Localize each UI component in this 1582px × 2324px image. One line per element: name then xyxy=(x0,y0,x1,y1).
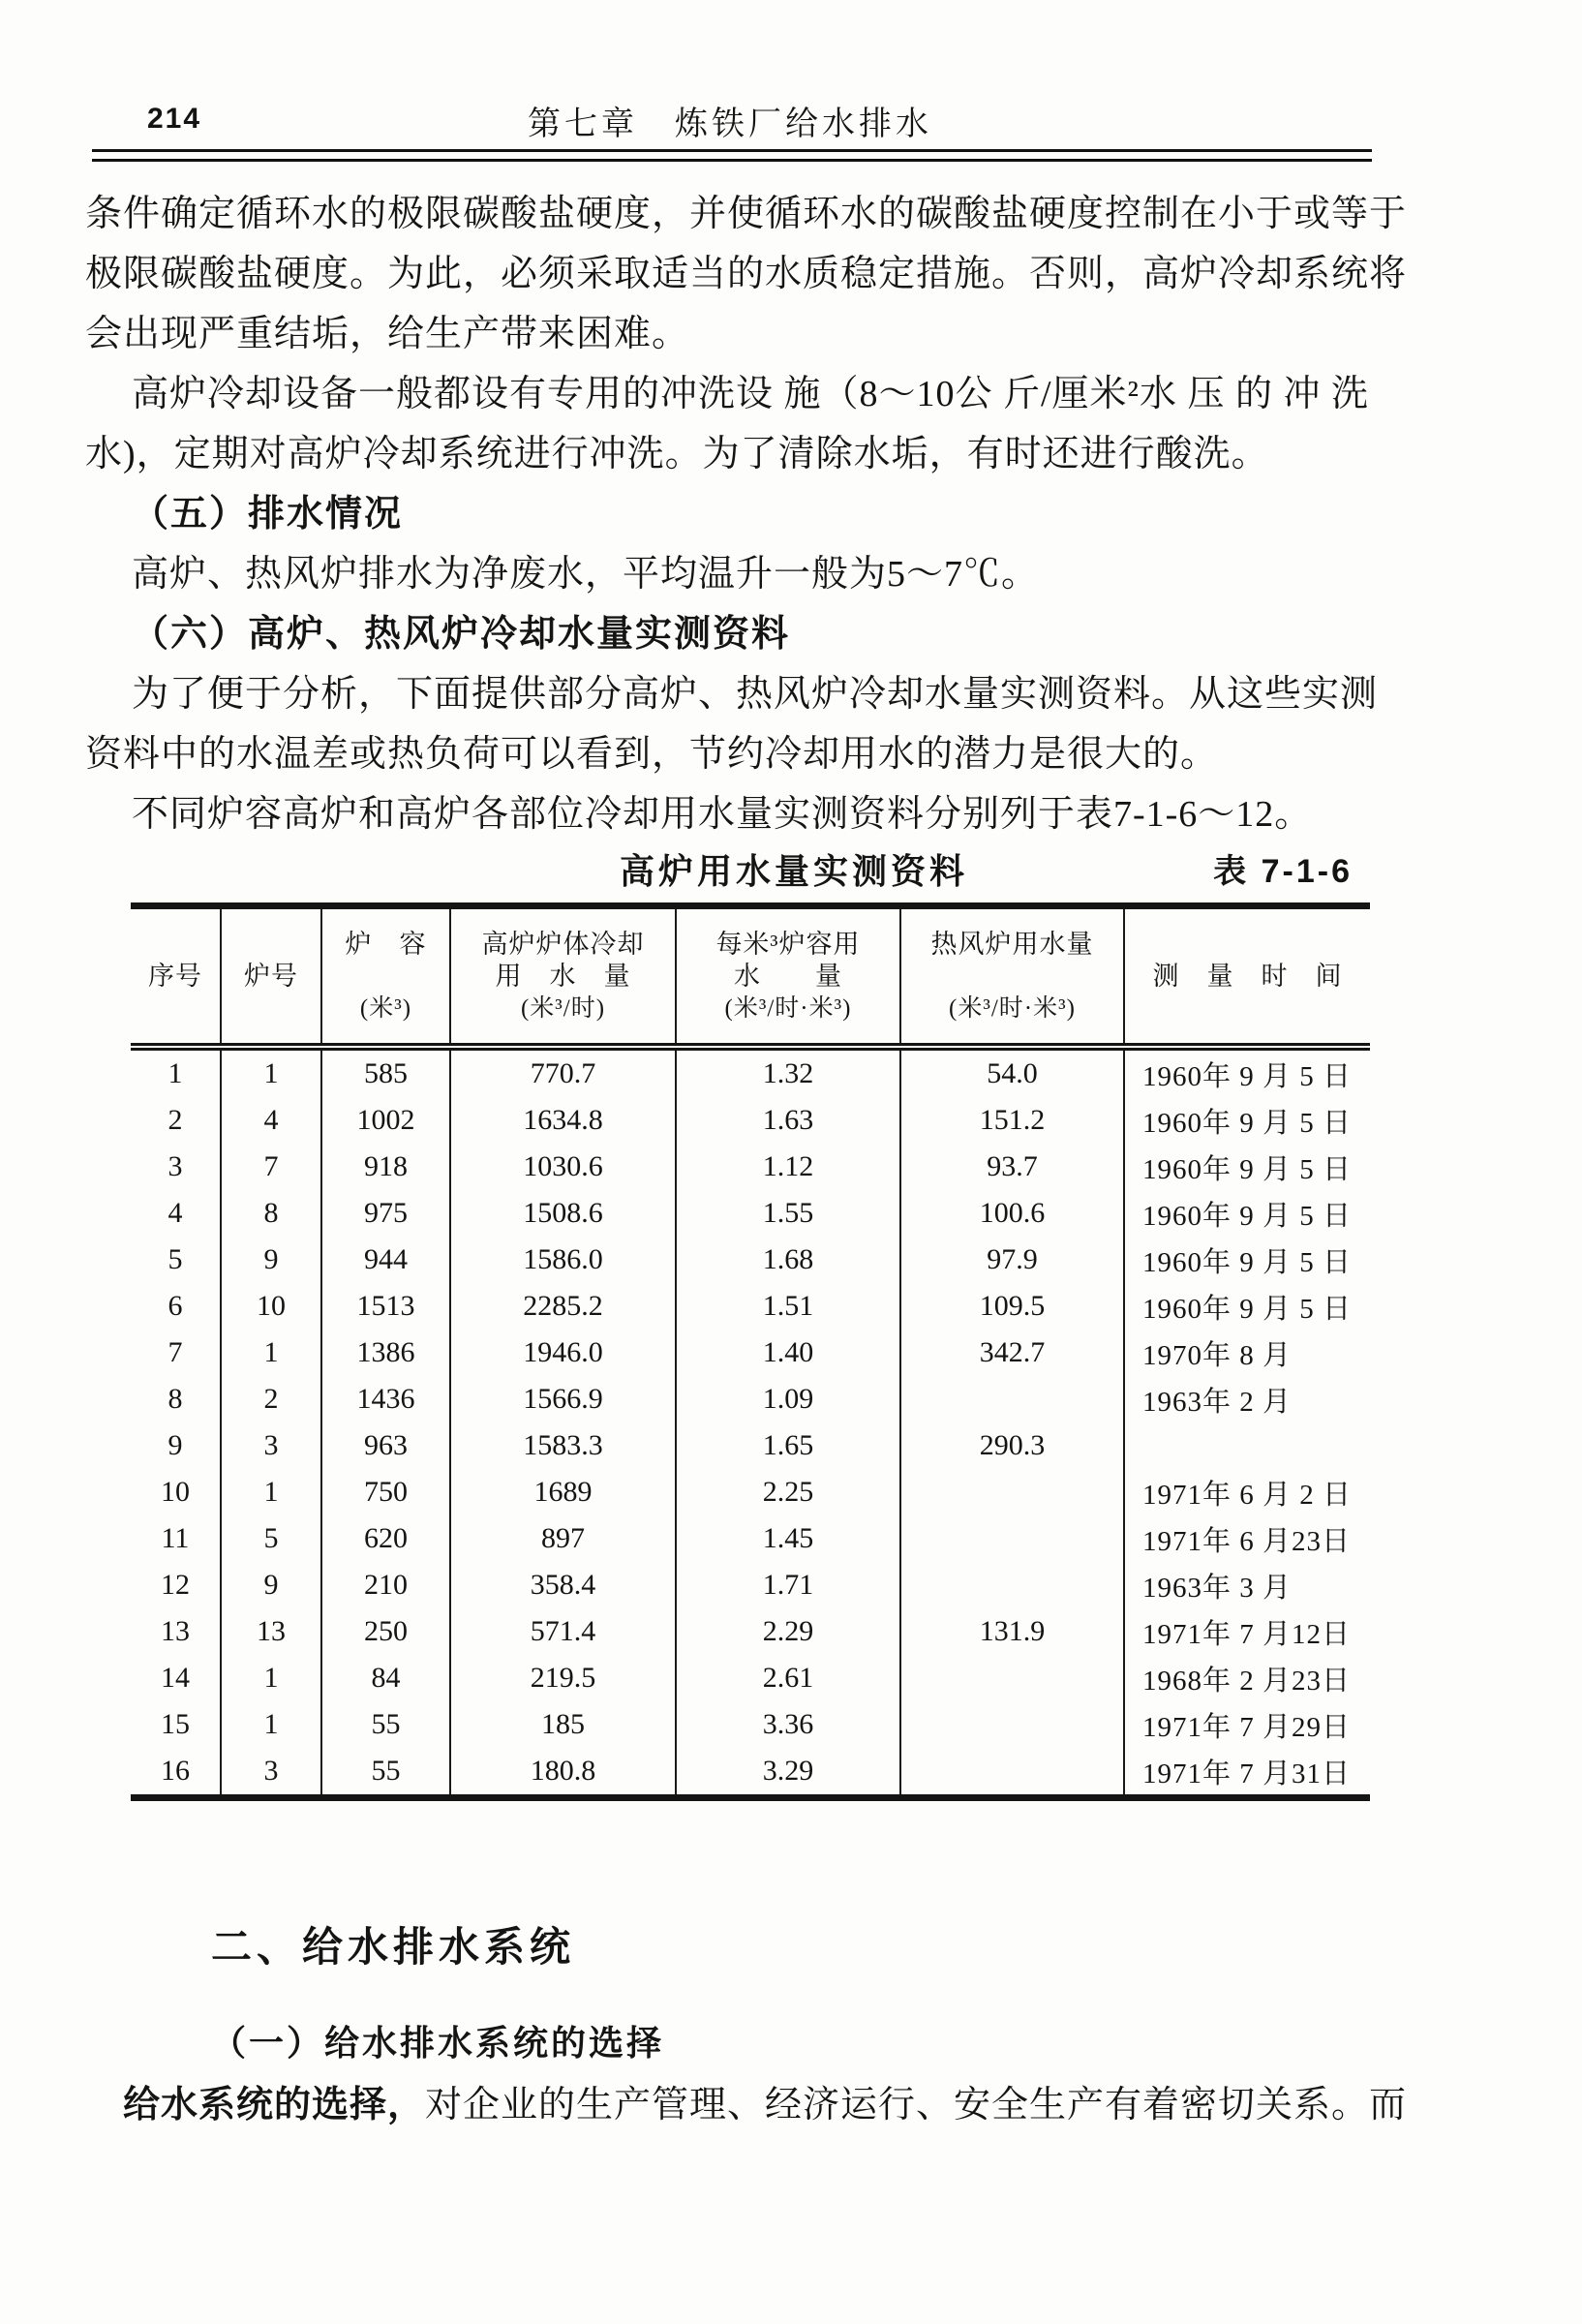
table-cell: 10 xyxy=(221,1283,321,1330)
table-cell: 944 xyxy=(321,1237,450,1283)
table-cell: 358.4 xyxy=(450,1562,676,1608)
table-cell: 1.71 xyxy=(676,1562,900,1608)
page-number: 214 xyxy=(147,103,202,135)
table-cell: 770.7 xyxy=(450,1047,676,1097)
subsection-heading: （一）给水排水系统的选择 xyxy=(211,2023,665,2063)
table-header-line: 序号 xyxy=(148,961,202,991)
text-line: 会出现严重结垢，给生产带来困难。 xyxy=(85,314,690,354)
table-cell: 1.12 xyxy=(676,1144,900,1190)
table-cell: 9 xyxy=(221,1237,321,1283)
table-cell: 2.61 xyxy=(676,1655,900,1701)
table-header-row xyxy=(131,906,1370,1048)
table-cell xyxy=(900,1655,1124,1701)
table-cell: 897 xyxy=(450,1515,676,1562)
table-cell: 1030.6 xyxy=(450,1144,676,1190)
table-row xyxy=(131,1097,1370,1144)
table-cell: 54.0 xyxy=(900,1047,1124,1097)
table-row xyxy=(131,1330,1370,1376)
table-cell: 14 xyxy=(161,1662,190,1694)
text-line: 高炉、热风炉排水为净废水，平均温升一般为5～7℃。 xyxy=(132,554,1040,595)
table-cell: 8 xyxy=(167,1383,183,1415)
table-cell: 1.09 xyxy=(676,1376,900,1422)
table-cell: 100.6 xyxy=(900,1190,1124,1237)
table-cell: 1689 xyxy=(450,1469,676,1515)
table-row xyxy=(131,1422,1370,1469)
table-cell: 750 xyxy=(321,1469,450,1515)
chapter-header: 第七章 炼铁厂给水排水 xyxy=(528,107,932,142)
table-cell: 918 xyxy=(321,1144,450,1190)
table-header-line: 测 量 时 间 xyxy=(1152,961,1343,991)
table-header-line: (米³) xyxy=(359,994,412,1022)
table-cell: 620 xyxy=(321,1515,450,1562)
table-cell: 1.40 xyxy=(676,1330,900,1376)
table-row xyxy=(131,1144,1370,1190)
table-cell: 1960年 9 月 5 日 xyxy=(1124,1097,1370,1144)
table-cell: 11 xyxy=(161,1522,190,1554)
water-usage-table xyxy=(131,902,1370,1801)
text-line: 条件确定循环水的极限碳酸盐硬度，并使循环水的碳酸盐硬度控制在小于或等于 xyxy=(85,194,1408,234)
table-cell: 1 xyxy=(221,1330,321,1376)
table-header-line: 水 量 xyxy=(734,961,842,991)
section-heading: 二、给水排水系统 xyxy=(211,1924,576,1970)
table-cell: 84 xyxy=(321,1655,450,1701)
table-cell: 1.32 xyxy=(676,1047,900,1097)
table-cell: 97.9 xyxy=(900,1237,1124,1283)
table-cell: 9 xyxy=(167,1429,183,1461)
table-cell: 15 xyxy=(161,1708,190,1740)
table-cell xyxy=(900,1562,1124,1608)
table-cell: 1 xyxy=(221,1655,321,1701)
table-row xyxy=(131,1190,1370,1237)
table-cell: 7 xyxy=(167,1336,183,1368)
table-row xyxy=(131,1283,1370,1330)
table-cell: 1586.0 xyxy=(450,1237,676,1283)
table-cell: 4 xyxy=(221,1097,321,1144)
table-cell: 3 xyxy=(221,1748,321,1798)
closing-lead-text: 给水系统的选择， xyxy=(123,2085,426,2125)
table-cell: 10 xyxy=(161,1476,190,1508)
text-line: （五）排水情况 xyxy=(132,494,404,535)
table-cell: 1 xyxy=(167,1057,183,1089)
text-line: 极限碳酸盐硬度。为此，必须采取适当的水质稳定措施。否则，高炉冷却系统将 xyxy=(85,254,1408,294)
table-header-line: (米³/时) xyxy=(520,994,606,1022)
closing-rest-text: 对企业的生产管理、经济运行、安全生产有着密切关系。而 xyxy=(425,2085,1408,2125)
table-cell: 1 xyxy=(221,1701,321,1748)
table-cell: 1583.3 xyxy=(450,1422,676,1469)
table-cell: 342.7 xyxy=(900,1330,1124,1376)
table-row xyxy=(131,1562,1370,1608)
table-header-cell xyxy=(450,906,676,1048)
text-line: 资料中的水温差或热负荷可以看到，节约冷却用水的潜力是很大的。 xyxy=(85,734,1219,775)
table-row xyxy=(131,1047,1370,1097)
table-cell: 1971年 7 月29日 xyxy=(1124,1701,1370,1748)
closing-paragraph xyxy=(85,2080,1408,2130)
page-header xyxy=(85,97,1375,143)
table-header-line: 炉号 xyxy=(244,961,298,991)
table-cell: 2 xyxy=(167,1104,183,1136)
table-cell: 1960年 9 月 5 日 xyxy=(1124,1047,1370,1097)
table-cell xyxy=(900,1376,1124,1422)
table-cell: 55 xyxy=(321,1701,450,1748)
table-cell: 2 xyxy=(221,1376,321,1422)
text-line: （六）高炉、热风炉冷却水量实测资料 xyxy=(132,614,791,655)
table-cell: 5 xyxy=(221,1515,321,1562)
table-header-line: 每米³炉容用 xyxy=(715,929,861,959)
table-cell: 975 xyxy=(321,1190,450,1237)
table-cell: 571.4 xyxy=(450,1608,676,1655)
table-cell: 1513 xyxy=(321,1283,450,1330)
table-title: 高炉用水量实测资料 xyxy=(619,851,969,891)
table-number-label: 表 7-1-6 xyxy=(1213,853,1353,890)
table-header-line: 炉 容 xyxy=(345,929,427,959)
table-cell: 1946.0 xyxy=(450,1330,676,1376)
text-line: 水)，定期对高炉冷却系统进行冲洗。为了清除水垢，有时还进行酸洗。 xyxy=(85,434,1269,474)
table-cell: 1971年 7 月12日 xyxy=(1124,1608,1370,1655)
table-row xyxy=(131,1748,1370,1798)
table-cell: 1970年 8 月 xyxy=(1124,1330,1370,1376)
text-line: 为了便于分析，下面提供部分高炉、热风炉冷却水量实测资料。从这些实测 xyxy=(132,674,1379,715)
table-cell: 2.29 xyxy=(676,1608,900,1655)
table-cell: 1.55 xyxy=(676,1190,900,1237)
body-text-block xyxy=(85,184,1408,844)
table-cell: 1002 xyxy=(321,1097,450,1144)
table-cell: 1960年 9 月 5 日 xyxy=(1124,1283,1370,1330)
table-cell: 4 xyxy=(167,1197,183,1229)
table-cell: 3 xyxy=(167,1150,183,1182)
table-header-line: 用 水 量 xyxy=(495,961,631,991)
table-cell: 1.63 xyxy=(676,1097,900,1144)
table-cell: 1 xyxy=(221,1469,321,1515)
table-cell: 131.9 xyxy=(900,1608,1124,1655)
table-cell: 180.8 xyxy=(450,1748,676,1798)
table-cell: 963 xyxy=(321,1422,450,1469)
table-cell: 13 xyxy=(221,1608,321,1655)
table-cell: 1566.9 xyxy=(450,1376,676,1422)
table-cell: 185 xyxy=(450,1701,676,1748)
table-cell: 585 xyxy=(321,1047,450,1097)
text-line: 高炉冷却设备一般都设有专用的冲洗设 施（8～10公 斤/厘米²水 压 的 冲 洗 xyxy=(132,374,1369,414)
table-cell: 290.3 xyxy=(900,1422,1124,1469)
table-cell: 3.29 xyxy=(676,1748,900,1798)
table-header-cell xyxy=(1124,906,1370,1048)
table-row xyxy=(131,1701,1370,1748)
table-cell: 55 xyxy=(321,1748,450,1798)
table-row xyxy=(131,1376,1370,1422)
table-cell: 250 xyxy=(321,1608,450,1655)
table-header-line: 热风炉用水量 xyxy=(930,929,1094,959)
table-row xyxy=(131,1515,1370,1562)
table-cell: 1971年 6 月 2 日 xyxy=(1124,1469,1370,1515)
text-line: 不同炉容高炉和高炉各部位冷却用水量实测资料分别列于表7-1-6～12。 xyxy=(132,794,1313,835)
table-cell: 9 xyxy=(221,1562,321,1608)
table-cell: 1508.6 xyxy=(450,1190,676,1237)
table-caption-row xyxy=(131,844,1370,893)
table-header-cell xyxy=(321,906,450,1048)
table-header-cell xyxy=(131,906,221,1048)
table-row xyxy=(131,1608,1370,1655)
table-cell: 2285.2 xyxy=(450,1283,676,1330)
table-cell: 151.2 xyxy=(900,1097,1124,1144)
table-cell: 1.65 xyxy=(676,1422,900,1469)
table-cell: 5 xyxy=(167,1243,183,1275)
table-cell: 219.5 xyxy=(450,1655,676,1701)
table-row xyxy=(131,1655,1370,1701)
table-cell: 1963年 2 月 xyxy=(1124,1376,1370,1422)
table-cell: 16 xyxy=(161,1755,190,1787)
table-cell: 1386 xyxy=(321,1330,450,1376)
table-cell xyxy=(900,1701,1124,1748)
table-cell: 8 xyxy=(221,1190,321,1237)
table-cell: 2.25 xyxy=(676,1469,900,1515)
table-cell: 1963年 3 月 xyxy=(1124,1562,1370,1608)
table-cell: 1.45 xyxy=(676,1515,900,1562)
table-header-cell xyxy=(221,906,321,1048)
table-header-line: 高炉炉体冷却 xyxy=(481,929,645,959)
table-cell: 1960年 9 月 5 日 xyxy=(1124,1144,1370,1190)
table-cell: 7 xyxy=(221,1144,321,1190)
table-header-line: (米³/时·米³) xyxy=(949,994,1076,1022)
header-rule xyxy=(92,149,1372,162)
table-cell xyxy=(1124,1422,1370,1469)
table-header-cell xyxy=(676,906,900,1048)
table-cell: 13 xyxy=(161,1615,190,1647)
table-cell: 1.68 xyxy=(676,1237,900,1283)
table-cell: 6 xyxy=(167,1290,183,1322)
table-cell: 1971年 6 月23日 xyxy=(1124,1515,1370,1562)
table-cell xyxy=(900,1515,1124,1562)
table-cell: 1971年 7 月31日 xyxy=(1124,1748,1370,1798)
table-cell: 1960年 9 月 5 日 xyxy=(1124,1237,1370,1283)
table-cell: 12 xyxy=(161,1569,190,1601)
table-cell: 1.51 xyxy=(676,1283,900,1330)
table-cell xyxy=(900,1748,1124,1798)
table-header-line xyxy=(322,961,449,993)
table-row xyxy=(131,1237,1370,1283)
table-cell: 1 xyxy=(221,1047,321,1097)
table-cell: 1436 xyxy=(321,1376,450,1422)
table-cell: 109.5 xyxy=(900,1283,1124,1330)
table-row xyxy=(131,1469,1370,1515)
table-header-line: (米³/时·米³) xyxy=(724,994,852,1022)
table-cell xyxy=(900,1469,1124,1515)
table-cell: 1960年 9 月 5 日 xyxy=(1124,1190,1370,1237)
table-cell: 93.7 xyxy=(900,1144,1124,1190)
table-cell: 210 xyxy=(321,1562,450,1608)
table-header-cell xyxy=(900,906,1124,1048)
table-cell: 3 xyxy=(221,1422,321,1469)
table-cell: 1634.8 xyxy=(450,1097,676,1144)
table-header-line xyxy=(901,961,1123,993)
table-cell: 1968年 2 月23日 xyxy=(1124,1655,1370,1701)
table-cell: 3.36 xyxy=(676,1701,900,1748)
